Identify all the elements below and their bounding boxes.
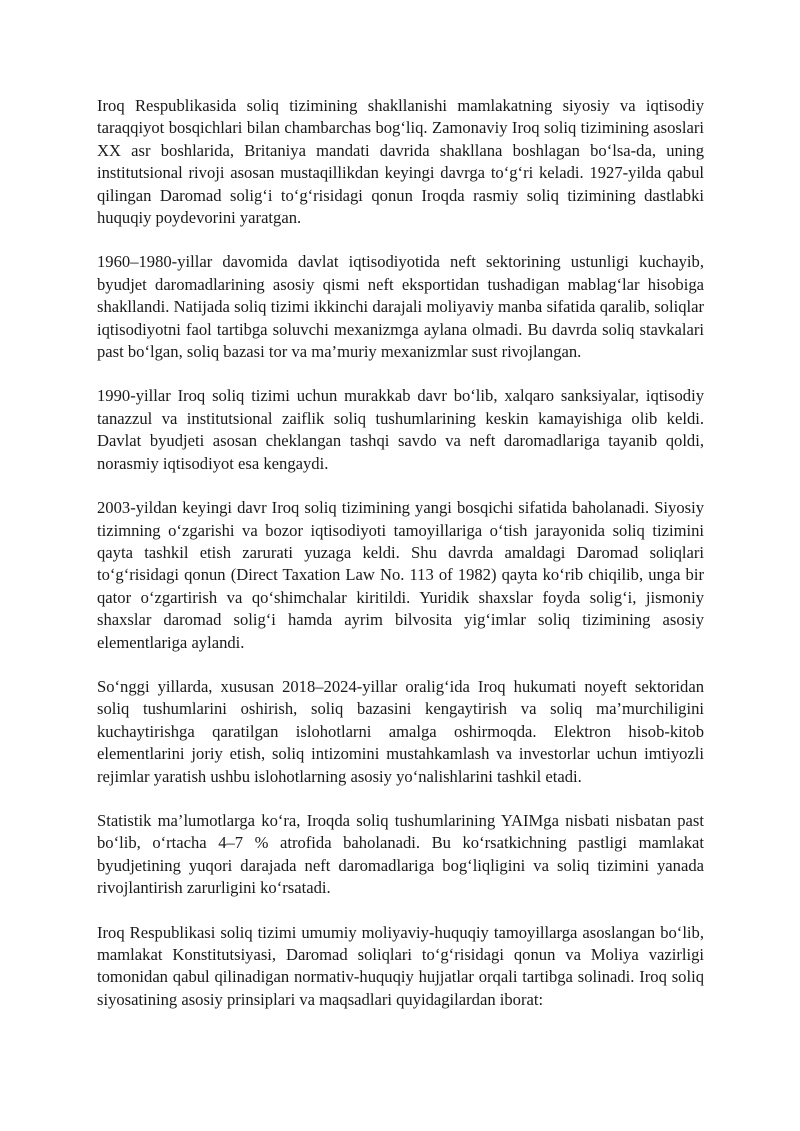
paragraph-4: 2003-yildan keyingi davr Iroq soliq tizimining yangi bosqichi sifatida baholanadi. Siyosiy tizimning o‘zgarishi va bozor iqtisodiyoti tamoyillariga o‘tish jarayonida soliq tizimini qayta tashkil etish zarurati yuzaga keldi. Shu davrda amaldagi Daromad soliqlari to‘g‘risidagi qonun (Direct Taxation Law No. 113 of 1982) qayta ko‘rib chiqilib, unga bir qator o‘zgartirish va qo‘shimchalar kiritildi. Yuridik shaxslar foyda solig‘i, jismoniy shaxslar daromad solig‘i hamda ayrim bilvosita yig‘imlar soliq tizimining asosiy elementlariga aylandi. [97,498,704,652]
paragraph-6: Statistik ma’lumotlarga ko‘ra, Iroqda soliq tushumlarining YAIMga nisbati nisbatan past bo‘lib, o‘rtacha 4–7 % atrofida baholanadi. Bu ko‘rsatkichning pastligi mamlakat byudjetining yuqori darajada neft daromadlariga bog‘liqligini va soliq tizimini yanada rivojlantirish zarurligini ko‘rsatadi. [97,810,704,898]
paragraph-3: 1990-yillar Iroq soliq tizimi uchun murakkab davr bo‘lib, xalqaro sanksiyalar, iqtisodiy tanazzul va institutsional zaiflik soliq tushumlarining keskin kamayishiga olib keldi. Davlat byudjeti asosan cheklangan tashqi savdo va neft daromadlariga tayanib qoldi, norasmiy iqtisodiyot esa kengaydi. [97,386,704,473]
paragraph-5: So‘nggi yillarda, xususan 2018–2024-yillar oralig‘ida Iroq hukumati noyeft sektoridan soliq tushumlarini oshirish, soliq bazasini kengaytirish va soliq ma’murchiligini kuchaytirishga qaratilgan islohotlarni amalga oshirmoqda. Elektron hisob-kitob elementlarini joriy etish, soliq intizomini mustahkamlash va investorlar uchun imtiyozli rejimlar yaratish ushbu islohotlarning asosiy yo‘nalishlarini tashkil etadi. [97,676,704,786]
paragraph-1: Iroq Respublikasida soliq tizimining shakllanishi mamlakatning siyosiy va iqtisodiy taraqqiyot bosqichlari bilan chambarchas bog‘liq. Zamonaviy Iroq soliq tizimining asoslari XX asr boshlarida, Britaniya mandati davrida shakllana boshlagan bo‘lsa-da, uning institutsional rivoji asosan mustaqillikdan keyingi davrga to‘g‘ri keladi. 1927-yilda qabul qilingan Daromad solig‘i to‘g‘risidagi qonun Iroqda rasmiy soliq tizimining dastlabki huquqiy poydevorini yaratgan. [97,96,704,228]
paragraph-2: 1960–1980-yillar davomida davlat iqtisodiyotida neft sektorining ustunligi kuchayib, byudjet daromadlarining asosiy qismi neft eksportidan tushadigan mablag‘lar hisobiga shakllandi. Natijada soliq tizimi ikkinchi darajali moliyaviy manba sifatida qaralib, soliqlar iqtisodiyotni faol tartibga soluvchi mexanizmga aylana olmadi. Bu davrda soliq stavkalari past bo‘lgan, soliq bazasi tor va ma’muriy mexanizmlar sust rivojlangan. [97,252,704,362]
paragraph-7: Iroq Respublikasi soliq tizimi umumiy moliyaviy-huquqiy tamoyillarga asoslangan bo‘lib, mamlakat Konstitutsiyasi, Daromad soliqlari to‘g‘risidagi qonun va Moliya vazirligi tomonidan qabul qilinadigan normativ-huquqiy hujjatlar orqali tartibga solinadi. Iroq soliq siyosatining asosiy prinsiplari va maqsadlari quyidagilardan iborat: [97,922,704,1009]
document-page [97,95,704,1033]
